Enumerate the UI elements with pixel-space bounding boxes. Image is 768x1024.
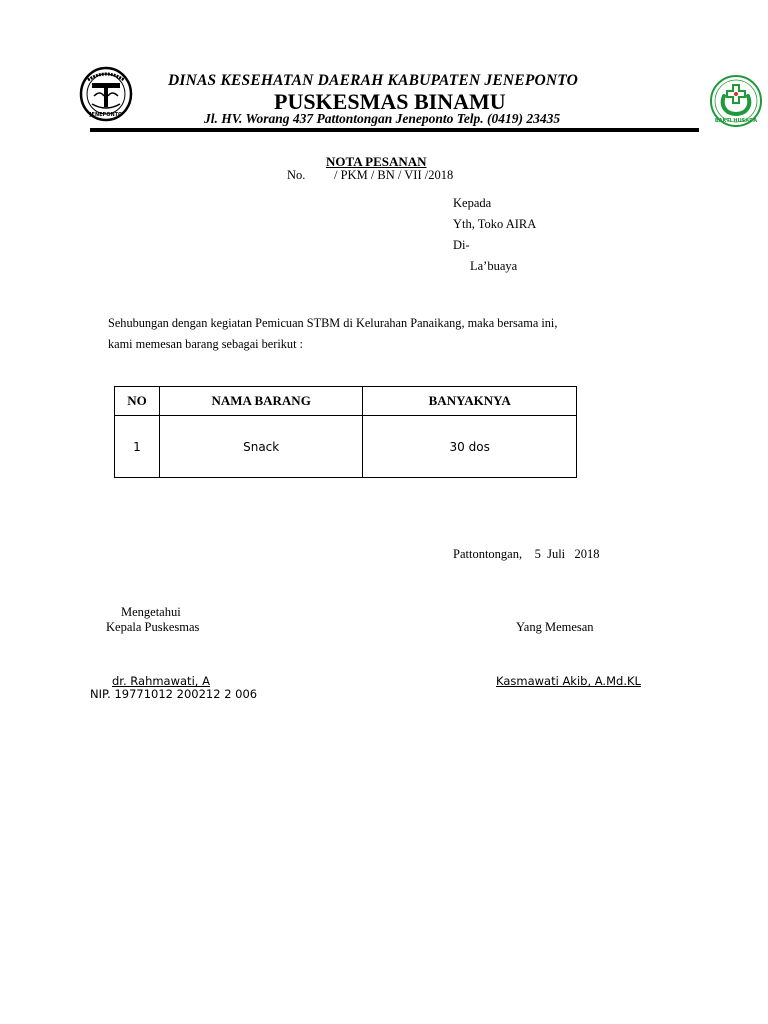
table-header-row [115, 387, 577, 416]
recipient-di: Di- [453, 238, 470, 252]
place-date: Pattontongan, 5 Juli 2018 [453, 547, 600, 561]
body-line-1: Sehubungan dengan kegiatan Pemicuan STBM di Kelurahan Panaikang, maka bersama ini, [108, 316, 558, 330]
order-items-table [114, 386, 577, 478]
document-number-label: No. [287, 168, 306, 182]
agency-name: DINAS KESEHATAN DAERAH KABUPATEN JENEPONTO [168, 72, 579, 89]
cell-no: 1 [115, 416, 160, 478]
recipient-location: La’buaya [470, 259, 518, 273]
cell-item-name: Snack [159, 416, 363, 478]
cell-quantity: 30 dos [363, 416, 577, 478]
emblem-caption: JENEPONTO [89, 112, 123, 118]
table-row [115, 416, 577, 478]
header-item-name: NAMA BARANG [159, 387, 363, 416]
acknowledge-label: Mengetahui [121, 605, 181, 619]
body-line-2: kami memesan barang sebagai berikut : [108, 337, 303, 351]
header-quantity: BANYAKNYA [363, 387, 577, 416]
head-name: dr. Rahmawati, A [112, 674, 210, 688]
letterhead-divider [90, 128, 699, 132]
recipient-kepada: Kepada [453, 196, 492, 210]
document-title: NOTA PESANAN [326, 154, 427, 169]
bakti-husada-logo [708, 74, 764, 128]
orderer-title: Yang Memesan [516, 620, 594, 634]
bakti-husada-caption: BAKTI HUSADA [714, 118, 758, 124]
regency-emblem-logo [78, 66, 134, 124]
orderer-name: Kasmawati Akib, A.Md.KL [496, 674, 641, 688]
recipient-name: Yth, Toko AIRA [453, 217, 537, 231]
document-number-value: / PKM / BN / VII /2018 [334, 168, 454, 182]
head-nip: NIP. 19771012 200212 2 006 [90, 687, 258, 701]
clinic-name: PUSKESMAS BINAMU [274, 89, 506, 114]
head-title: Kepala Puskesmas [106, 620, 200, 634]
clinic-address: Jl. HV. Worang 437 Pattontongan Jeneponto Telp. (0419) 23435 [204, 111, 561, 126]
header-no: NO [115, 387, 160, 416]
